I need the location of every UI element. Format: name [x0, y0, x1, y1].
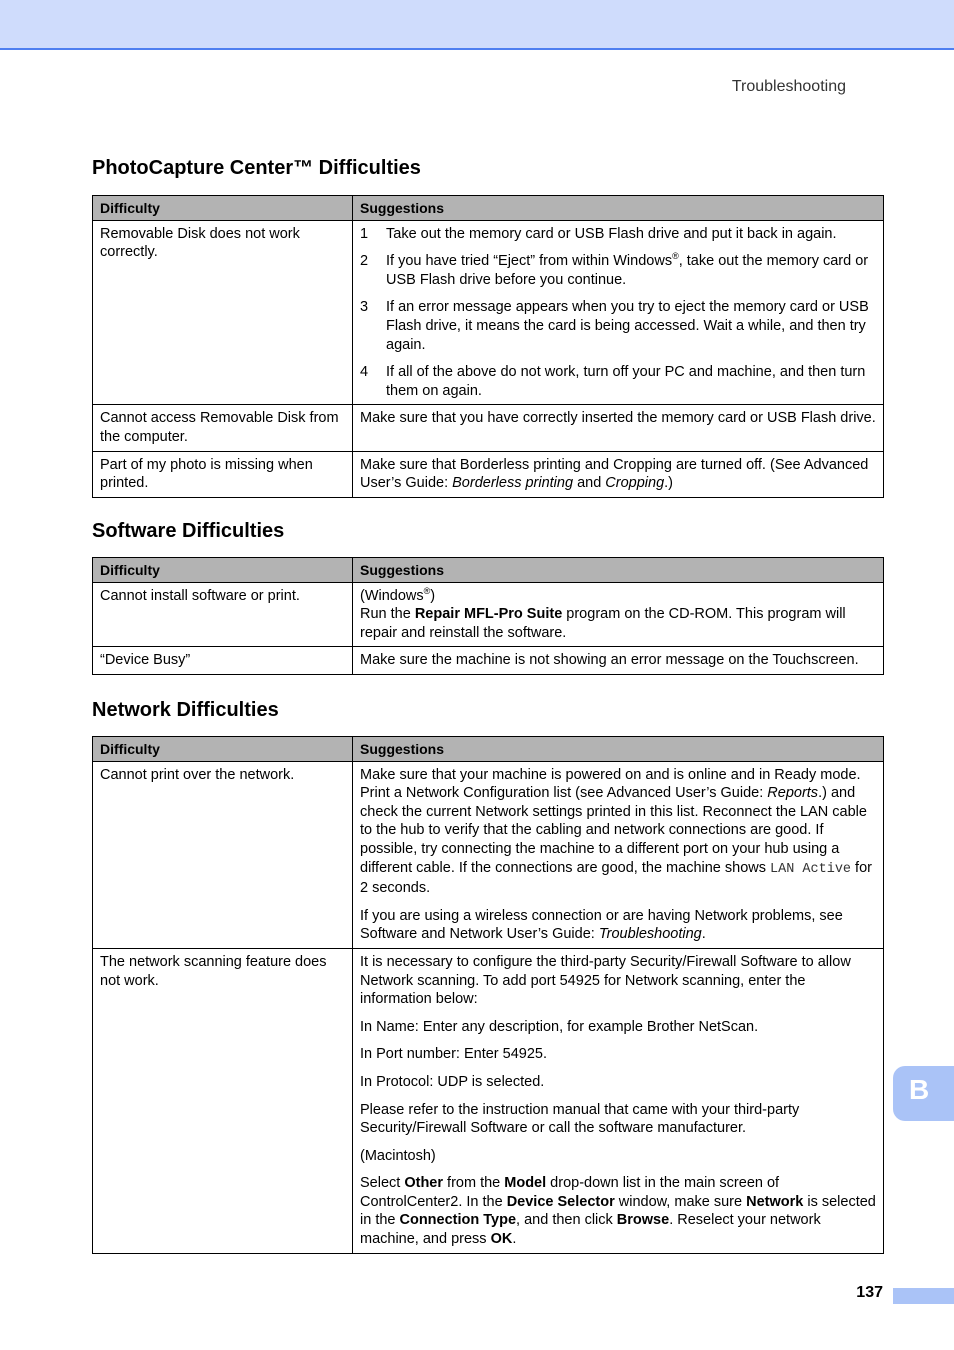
column-header-difficulty: Difficulty — [93, 196, 353, 221]
steps-list — [360, 225, 876, 401]
paragraph: In Port number: Enter 54925. — [360, 1046, 547, 1063]
text-part: drop-down list in the main screen of ControlCenter2. In the — [360, 1175, 780, 1210]
paragraph — [360, 907, 876, 944]
suggestion-text: and — [573, 475, 606, 492]
difficulty-cell: “Device Busy” — [93, 647, 353, 675]
suggestion-cell: Make sure that you have correctly inserted the memory card or USB Flash drive. — [353, 405, 884, 451]
program-name: Repair MFL-Pro Suite — [414, 606, 563, 623]
difficulty-cell: Cannot access Removable Disk from the computer. — [93, 405, 353, 451]
reference-title: Reports — [767, 785, 819, 802]
difficulty-cell: Removable Disk does not work correctly. — [93, 220, 353, 405]
text-part: . — [701, 926, 706, 943]
page-number: 137 — [856, 1284, 883, 1301]
table-header-row — [93, 558, 884, 583]
step-number: 2 — [360, 253, 369, 270]
column-header-difficulty: Difficulty — [93, 558, 353, 583]
text-part: is selected in the — [360, 1193, 876, 1229]
column-header-suggestions: Suggestions — [353, 737, 884, 762]
header-band — [0, 0, 954, 50]
registered-mark: ® — [672, 251, 679, 262]
os-text: ) — [430, 587, 436, 604]
table-software — [92, 557, 884, 675]
reference-title: Troubleshooting — [598, 926, 702, 943]
step-number: 4 — [360, 364, 369, 381]
instruction-text — [360, 605, 876, 642]
table-row — [93, 761, 884, 948]
text-part: Make sure that your machine is powered on and is online and in Ready mode. Print a Network Configuration list (see Advanced User’s Guide: — [360, 766, 861, 802]
table-row — [93, 405, 884, 451]
instruction-part: program on the CD-ROM. This program will repair and reinstall the software. — [360, 606, 846, 641]
paragraph — [360, 1174, 876, 1248]
difficulty-cell: Cannot install software or print. — [93, 582, 353, 647]
table-network — [92, 736, 884, 1254]
appendix-tab — [893, 1066, 954, 1121]
table-row — [93, 948, 884, 1253]
list-item — [360, 298, 876, 354]
text-part: from the — [443, 1175, 505, 1192]
paragraph: (Macintosh) — [360, 1147, 436, 1164]
ui-term: Other — [404, 1175, 444, 1192]
text-part: If you are using a wireless connection or are having Network problems, see Software and Network User’s Guide: — [360, 907, 843, 943]
ui-term: Browse — [616, 1212, 670, 1229]
step-text-part: If you have tried “Eject” from within Windows — [386, 253, 673, 270]
paragraph: In Name: Enter any description, for example Brother NetScan. — [360, 1018, 759, 1035]
step-text: Take out the memory card or USB Flash drive and put it back in again. — [386, 225, 837, 242]
reference-title: Borderless printing — [452, 475, 574, 492]
ui-term: OK — [490, 1231, 513, 1248]
list-item — [360, 363, 876, 400]
section-title-network: Network Difficulties — [92, 699, 279, 721]
step-text — [386, 252, 876, 289]
paragraph: In Protocol: UDP is selected. — [360, 1073, 545, 1090]
footer-bar — [893, 1288, 954, 1304]
text-part: Select — [360, 1175, 405, 1192]
suggestion-cell — [353, 220, 884, 405]
text-part: for 2 seconds. — [360, 859, 872, 897]
os-label — [360, 587, 876, 606]
step-text-part: , take out the memory card or USB Flash drive before you continue. — [386, 253, 869, 288]
text-part: window, make sure — [614, 1193, 747, 1210]
difficulty-cell: Cannot print over the network. — [93, 761, 353, 948]
suggestion-cell — [353, 761, 884, 948]
paragraph: Please refer to the instruction manual that came with your third-party Security/Firewall Software or call the software manufacturer. — [360, 1101, 800, 1137]
text-part: . — [512, 1231, 517, 1248]
difficulty-cell: Part of my photo is missing when printed. — [93, 451, 353, 497]
text-part: .) and check the current Network settings printed in this list. Reconnect the LAN cable to the hub to verify that the cabling and network connections are good. If possible, try connecting the machine to a different port on your hub using a different cable. If the connections are good, the machine shows — [360, 785, 867, 876]
paragraph — [360, 766, 876, 898]
suggestion-cell — [353, 451, 884, 497]
reference-title: Cropping — [605, 475, 665, 492]
column-header-suggestions: Suggestions — [353, 558, 884, 583]
ui-term: Device Selector — [506, 1193, 615, 1210]
column-header-suggestions: Suggestions — [353, 196, 884, 221]
step-text: If an error message appears when you try to eject the memory card or USB Flash drive, it means the card is being accessed. Wait a while, and then try again. — [386, 299, 869, 353]
running-header: Troubleshooting — [731, 78, 846, 95]
lcd-message: LAN Active — [770, 861, 852, 877]
step-number: 1 — [360, 225, 369, 242]
list-item — [360, 225, 876, 244]
step-text: If all of the above do not work, turn off your PC and machine, and then turn them on again. — [386, 364, 866, 399]
table-header-row — [93, 196, 884, 221]
ui-term: Connection Type — [399, 1212, 517, 1229]
difficulty-cell: The network scanning feature does not work. — [93, 948, 353, 1253]
table-header-row — [93, 737, 884, 762]
suggestion-cell — [353, 582, 884, 647]
table-row — [93, 451, 884, 497]
registered-mark: ® — [423, 585, 431, 596]
list-item — [360, 252, 876, 289]
column-header-difficulty: Difficulty — [93, 737, 353, 762]
step-number: 3 — [360, 299, 369, 316]
table-row — [93, 647, 884, 675]
suggestion-text: Make sure that Borderless printing and Cropping are turned off. (See Advanced User’s Guide: — [360, 456, 869, 492]
ui-term: Model — [504, 1175, 547, 1192]
suggestion-text: .) — [664, 475, 673, 492]
text-part: , and then click — [516, 1212, 617, 1229]
os-text: (Windows — [360, 587, 424, 604]
ui-term: Network — [746, 1193, 804, 1210]
paragraph: It is necessary to configure the third-party Security/Firewall Software to allow Network scanning. To add port 54925 for Network scanning, enter the information below: — [360, 953, 851, 1008]
table-row — [93, 582, 884, 647]
section-title-software: Software Difficulties — [92, 520, 285, 542]
table-row — [93, 220, 884, 405]
table-photocapture — [92, 195, 884, 498]
instruction-part: Run the — [360, 606, 415, 623]
text-part: . Reselect your network machine, and press — [360, 1212, 821, 1248]
section-title-photocapture: PhotoCapture Center™ Difficulties — [92, 157, 421, 179]
suggestion-cell: Make sure the machine is not showing an error message on the Touchscreen. — [353, 647, 884, 675]
suggestion-cell — [353, 948, 884, 1253]
appendix-letter: B — [909, 1074, 930, 1105]
